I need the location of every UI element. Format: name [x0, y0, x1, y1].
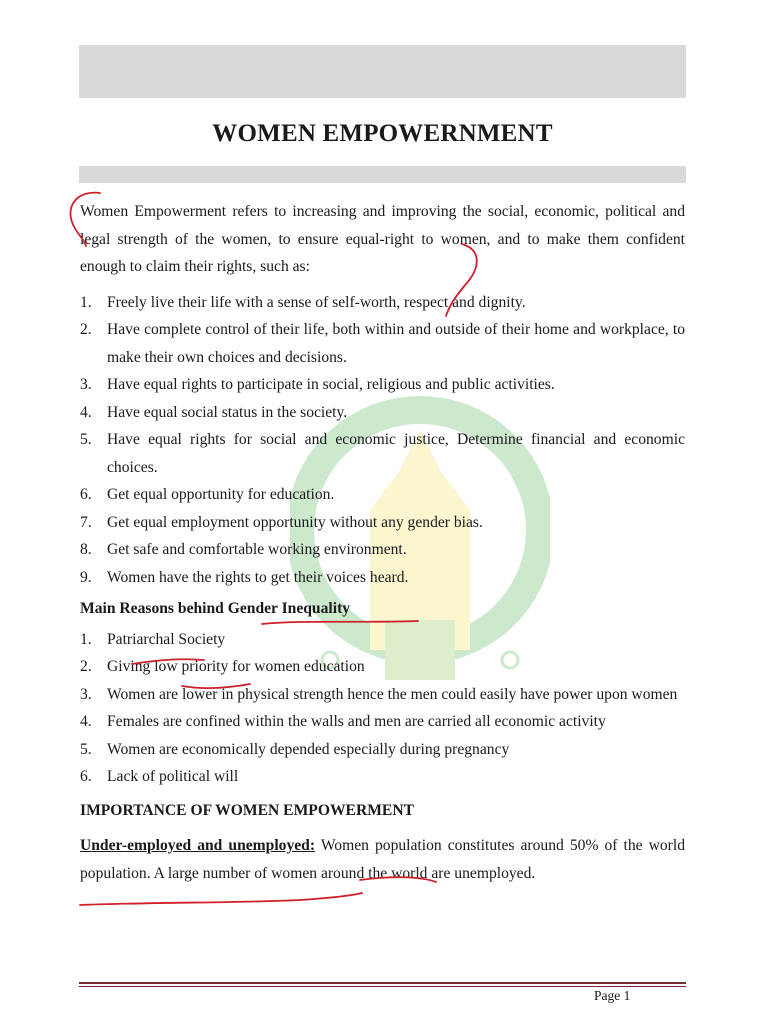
underemployed-text: Women population constitutes around 50% of the world population. A large number of women around the world are unemployed. [80, 837, 685, 882]
list-item: 9. Women have the rights to get their voices heard. [80, 568, 409, 586]
document-title: WOMEN EMPOWERNMENT [212, 120, 553, 147]
underemployed-paragraph [80, 832, 685, 887]
page-number: Page 1 [594, 988, 631, 1003]
list-item: 4. Have equal social status in the society. [80, 403, 348, 421]
reasons-heading: Main Reasons behind Gender Inequality [80, 600, 351, 617]
title-band [79, 166, 686, 183]
intro-paragraph: Women Empowerment refers to increasing and improving the social, economic, political and legal strength of the women, to ensure equal-right to women, and to make them confident enough to claim their rights, such as: [80, 203, 685, 275]
list-item: 3. Have equal rights to participate in social, religious and public activities. [80, 376, 555, 393]
list-item: 5. Have equal rights for social and economic justice, Determine financial and economic choices. [80, 431, 685, 476]
pen-underline-lead [80, 893, 362, 905]
list-item: 1. Freely live their life with a sense of self-worth, respect and dignity. [80, 293, 526, 311]
header-band [79, 45, 686, 98]
importance-heading: IMPORTANCE OF WOMEN EMPOWERMENT [80, 801, 414, 819]
list-item: 6. Get equal opportunity for education. [80, 486, 335, 503]
list-item: 2. Have complete control of their life, both within and outside of their home and workplace, to make their own choices and decisions. [80, 321, 685, 366]
document-body [80, 198, 685, 887]
list-item: 5. Women are economically depended especially during pregnancy [80, 740, 510, 758]
list-item: 7. Get equal employment opportunity without any gender bias. [80, 513, 483, 531]
list-item: 4. Females are confined within the walls and men are carried all economic activity [80, 713, 606, 730]
list-item: 8. Get safe and comfortable working environment. [80, 541, 407, 558]
list-item: 6. Lack of political will [80, 768, 239, 785]
list-item: 1. Patriarchal Society [80, 630, 226, 648]
underemployed-lead: Under-employed and unemployed: [80, 837, 316, 854]
list-item: 2. Giving low priority for women education [80, 658, 365, 675]
reasons-list [80, 626, 685, 791]
footer-rule [79, 982, 686, 984]
rights-list [80, 289, 685, 592]
list-item: 3. Women are lower in physical strength hence the men could easily have power upon women [80, 685, 678, 703]
footer-rule-thin [79, 986, 686, 987]
